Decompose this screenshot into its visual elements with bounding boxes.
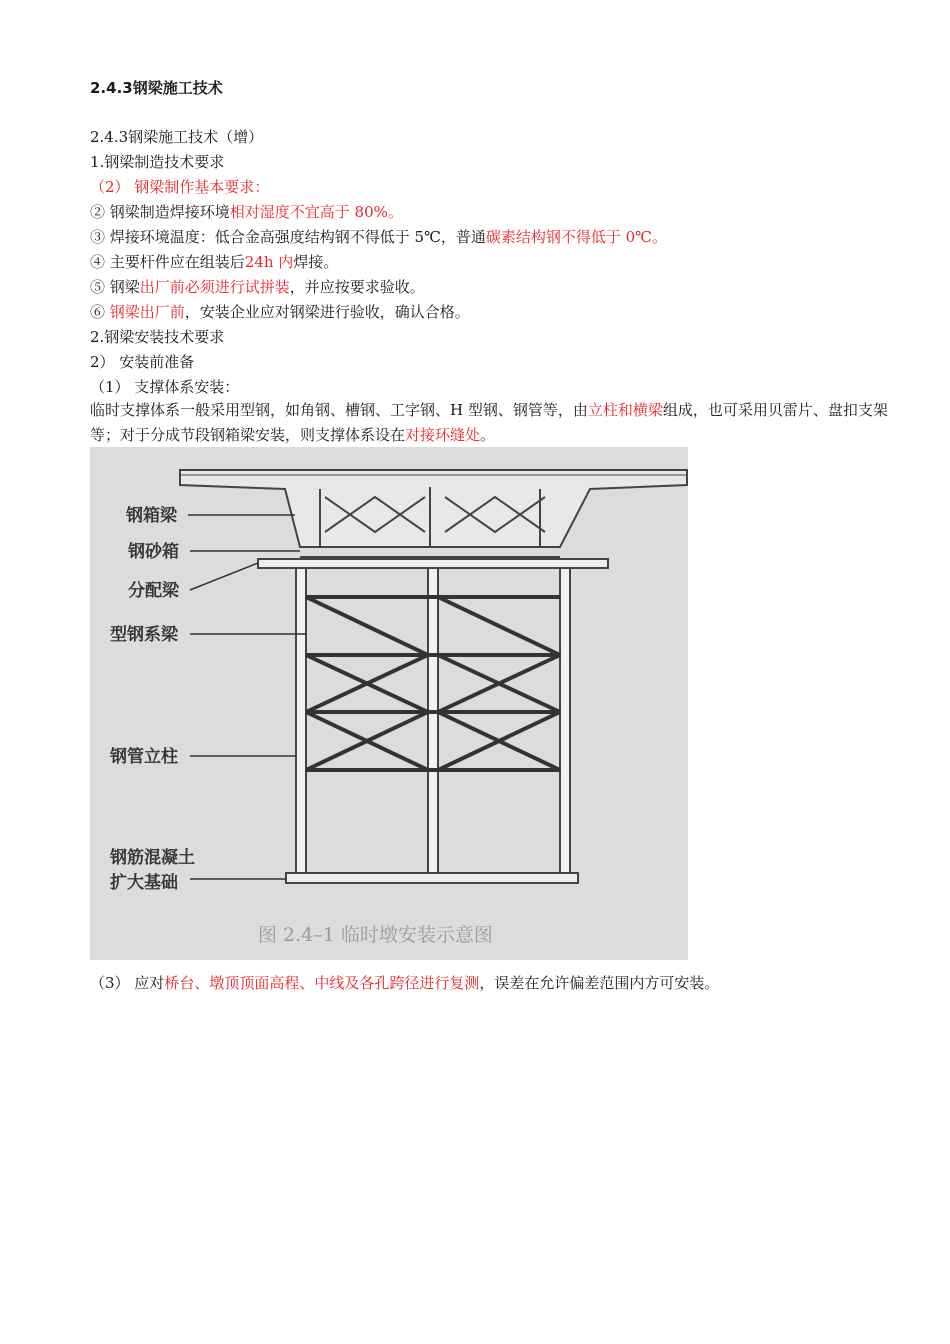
item-2: ② 钢梁制造焊接环境相对湿度不宜高于 80%。 (90, 203, 403, 221)
item-5: ⑤ 钢梁出厂前必须进行试拼装，并应按要求验收。 (90, 278, 425, 296)
pier-diagram (90, 447, 688, 960)
item-3: ③ 焊接环境温度：低合金高强度结构钢不得低于 5℃，普通碳素结构钢不得低于 0℃。 (90, 228, 667, 246)
figure-caption: 图 2.4–1 临时墩安装示意图 (258, 924, 493, 946)
subsection-title: 2.4.3钢梁施工技术（增） (90, 128, 264, 146)
item-3-recheck: （3） 应对桥台、墩顶顶面高程、中线及各孔跨径进行复测，误差在允许偏差范围内方可安装。 (90, 974, 720, 992)
label-steel-column: 钢管立柱 (110, 747, 178, 767)
support-paragraph: 临时支撑体系一般采用型钢，如角钢、槽钢、工字钢、H 型钢、钢管等，由立柱和横梁组成，也可采用贝雷片、盘扣支架等；对于分成节段钢箱梁安装，则支撑体系设在对接环缝处。 (90, 401, 888, 444)
item-6: ⑥ 钢梁出厂前，安装企业应对钢梁进行验收，确认合格。 (90, 303, 470, 321)
heading-2: 2.钢梁安装技术要求 (90, 328, 225, 346)
label-distribution-beam: 分配梁 (128, 581, 179, 601)
temporary-pier-figure (90, 447, 688, 960)
label-sand-box: 钢砂箱 (128, 542, 179, 562)
section-title: 2.4.3钢梁施工技术 (90, 79, 223, 97)
foundation-slab (286, 873, 578, 883)
item-4: ④ 主要杆件应在组装后24h 内焊接。 (90, 253, 339, 271)
heading-1-2: （2） 钢梁制作基本要求： (90, 178, 270, 196)
heading-1: 1.钢梁制造技术要求 (90, 153, 225, 171)
heading-2-2-1: （1） 支撑体系安装： (90, 378, 240, 396)
distribution-beam (258, 559, 608, 568)
sand-box-row (300, 547, 560, 557)
label-foundation: 扩大基础 (110, 873, 178, 893)
label-box-girder: 钢箱梁 (126, 506, 177, 526)
leader-lines (188, 515, 306, 879)
box-girder-shape (180, 470, 687, 547)
label-rc: 钢筋混凝土 (110, 848, 195, 868)
label-tie-beam: 型钢系梁 (110, 625, 178, 645)
heading-2-2: 2） 安装前准备 (90, 353, 195, 371)
